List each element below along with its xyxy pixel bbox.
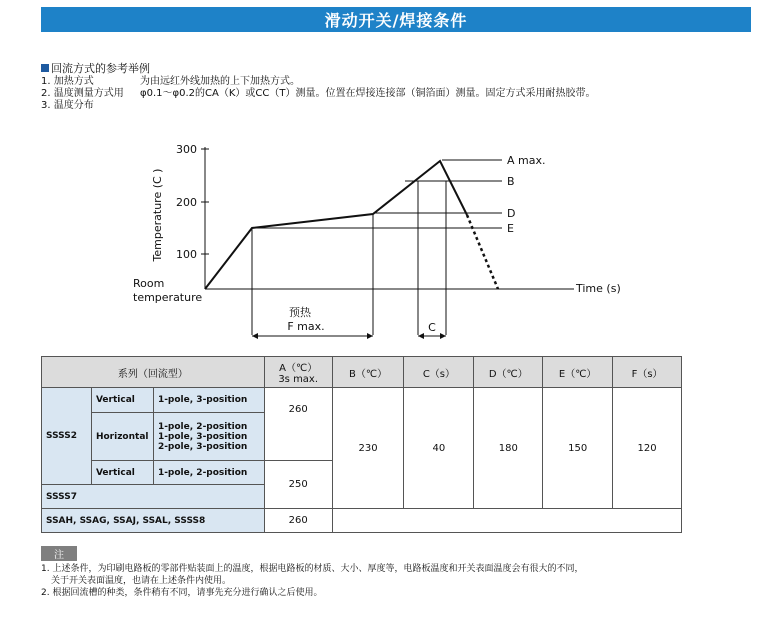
method-row bbox=[41, 88, 595, 100]
c-value-cell: 40 bbox=[404, 388, 474, 509]
series-ssah: SSAH, SSAG, SSAJ, SSAL, SSSS8 bbox=[42, 509, 265, 533]
header-c: C（s） bbox=[404, 357, 474, 388]
d-value-cell: 180 bbox=[474, 388, 543, 509]
series-ssss2: SSSS2 bbox=[42, 388, 92, 485]
temperature-profile-line bbox=[205, 161, 467, 289]
header-d: D（℃） bbox=[474, 357, 543, 388]
type-vertical: Vertical bbox=[91, 388, 153, 413]
a-value-cell: 260 bbox=[264, 509, 332, 533]
section-title-text: 回流方式的参考举例 bbox=[51, 62, 150, 75]
label-b: B bbox=[507, 175, 515, 188]
header-b: B（℃） bbox=[332, 357, 404, 388]
page-title: 滑动开关/焊接条件 bbox=[324, 11, 468, 30]
arrow-head bbox=[252, 333, 258, 339]
a-value-cell: 260 bbox=[264, 388, 332, 461]
bullet-square-icon bbox=[41, 64, 49, 72]
header-e: E（℃） bbox=[543, 357, 613, 388]
table-row bbox=[42, 509, 682, 533]
label-preheat: 预热 bbox=[289, 306, 311, 319]
x-axis-label: Time (s) bbox=[576, 282, 621, 295]
arrow-head bbox=[418, 333, 424, 339]
room-label: temperature bbox=[133, 291, 203, 304]
e-value-cell: 150 bbox=[543, 388, 613, 509]
label-e: E bbox=[507, 222, 514, 235]
b-value-cell: 230 bbox=[332, 388, 404, 509]
header-a-sub: 3s max. bbox=[278, 374, 319, 385]
note-item: 关于开关表面温度，也请在上述条件内使用。 bbox=[51, 576, 232, 586]
label-fmax: F max. bbox=[287, 320, 325, 333]
type-vertical: Vertical bbox=[91, 461, 153, 485]
method-row bbox=[41, 100, 595, 112]
series-ssss7: SSSS7 bbox=[42, 485, 265, 509]
label-d: D bbox=[507, 207, 516, 220]
position-line: 1-pole, 3-position bbox=[157, 431, 248, 442]
position-line: 2-pole, 3-position bbox=[157, 441, 248, 452]
method-label: 3. 温度分布 bbox=[41, 100, 94, 111]
y-tick-label: 100 bbox=[176, 248, 197, 261]
label-c: C bbox=[428, 321, 436, 334]
y-axis-label: Temperature (C ) bbox=[151, 168, 164, 262]
temperature-profile-chart bbox=[130, 135, 630, 345]
section-title bbox=[41, 60, 150, 76]
header-f: F（s） bbox=[613, 357, 682, 388]
notes-list bbox=[41, 563, 583, 599]
y-tick-label: 200 bbox=[176, 196, 197, 209]
method-value: φ0.1～φ0.2的CA（K）或CC（T）测量。位置在焊接连接部（铜箔面）测量。固定方式采用耐热胶带。 bbox=[140, 88, 596, 99]
header-a bbox=[264, 357, 332, 388]
table-header-row bbox=[42, 357, 682, 388]
arrow-head bbox=[367, 333, 373, 339]
method-value: 为由远红外线加热的上下加热方式。 bbox=[140, 76, 300, 87]
position-cell bbox=[153, 413, 264, 461]
position-cell: 1-pole, 3-position bbox=[153, 388, 264, 413]
room-label: Room bbox=[133, 277, 165, 290]
notes-tag: 注 bbox=[41, 546, 77, 561]
a-value-cell: 250 bbox=[264, 461, 332, 509]
header-series: 系列（回流型） bbox=[42, 357, 265, 388]
method-label: 1. 加热方式 bbox=[41, 76, 94, 87]
method-row bbox=[41, 76, 595, 88]
header-a-title: A（℃） bbox=[279, 363, 318, 374]
label-a: A max. bbox=[507, 154, 546, 167]
position-line: 1-pole, 2-position bbox=[157, 421, 248, 432]
header-bar bbox=[41, 7, 751, 32]
chart-svg bbox=[130, 135, 630, 345]
y-tick-label: 300 bbox=[176, 143, 197, 156]
note-item: 2. 根据回流槽的种类，条件稍有不同，请事先充分进行确认之后使用。 bbox=[41, 588, 323, 598]
empty-cell bbox=[332, 509, 681, 533]
table-row bbox=[42, 388, 682, 413]
method-label: 2. 温度测量方式用 bbox=[41, 88, 124, 99]
f-value-cell: 120 bbox=[613, 388, 682, 509]
soldering-conditions-table bbox=[41, 356, 682, 533]
type-horizontal: Horizontal bbox=[91, 413, 153, 461]
note-item: 1. 上述条件，为印刷电路板的零部件贴装面上的温度，根据电路板的材质、大小、厚度等，电路板温度和开关表面温度会有很大的不同， bbox=[41, 564, 584, 574]
arrow-head bbox=[440, 333, 446, 339]
method-list bbox=[41, 76, 595, 112]
cooling-dotted-line bbox=[467, 215, 498, 289]
position-cell: 1-pole, 2-position bbox=[153, 461, 264, 485]
